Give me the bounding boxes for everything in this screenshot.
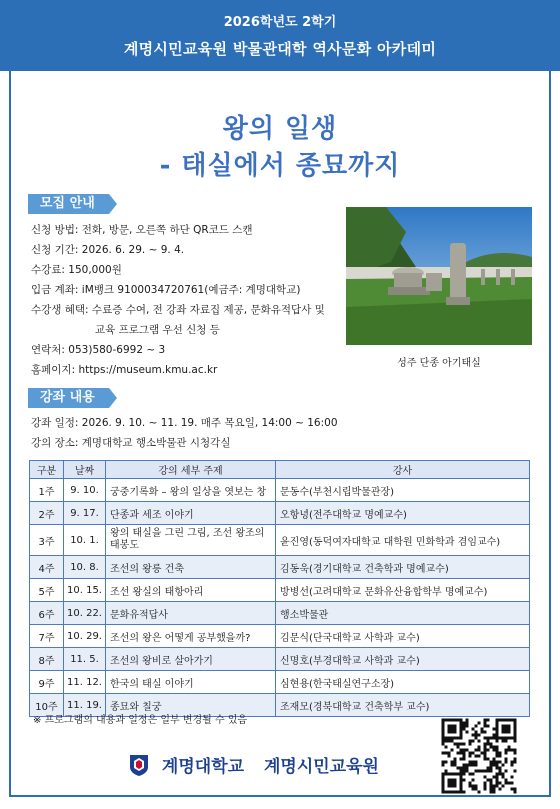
week-cell: 2주 — [30, 502, 64, 525]
main-subtitle: - 태실에서 종묘까지 — [159, 151, 401, 181]
lecturer-cell: 방병선(고려대학교 문화유산융합학부 명예교수) — [276, 579, 530, 602]
topic-cell: 왕의 태실을 그린 그림, 조선 왕조의 태봉도 — [106, 525, 276, 556]
taesil-photo — [346, 207, 532, 345]
schedule-change-note: ※ 프로그램의 내용과 일정은 일부 변경될 수 있음 — [33, 715, 248, 726]
homepage-link[interactable]: 홈페이지: https://museum.kmu.ac.kr — [31, 364, 218, 376]
contact: 연락처: 053)580-6992 ~ 3 — [31, 344, 166, 356]
apply-period: 신청 기간: 2026. 6. 29. ~ 9. 4. — [31, 244, 185, 256]
topic-cell: 문화유적답사 — [106, 602, 276, 625]
semester-label: 2026학년도 2학기 — [223, 15, 337, 30]
table-row — [30, 671, 530, 694]
lecture-info — [31, 413, 338, 453]
lecturer-cell: 오항녕(전주대학교 명예교수) — [276, 502, 530, 525]
week-cell: 1주 — [30, 479, 64, 502]
col-header-topic: 강의 세부 주제 — [106, 461, 276, 479]
benefits: 수강생 혜택: 수료증 수여, 전 강좌 자료집 제공, 문화유적답사 및 — [31, 304, 325, 316]
date-cell: 9. 17. — [64, 502, 106, 525]
lecture-badge: 강좌 내용 — [28, 388, 109, 408]
header-banner — [0, 0, 560, 71]
apply-method: 신청 방법: 전화, 방문, 오른쪽 하단 QR코드 스캔 — [31, 224, 253, 236]
university-emblem-icon — [128, 753, 150, 777]
week-cell: 8주 — [30, 648, 64, 671]
week-cell: 3주 — [30, 525, 64, 556]
lecture-venue: 강의 장소: 계명대학교 행소박물관 시청각실 — [31, 437, 231, 449]
recruit-badge: 모집 안내 — [28, 194, 109, 214]
photo-caption: 성주 단종 아기태실 — [397, 358, 481, 369]
week-cell: 9주 — [30, 671, 64, 694]
table-row — [30, 648, 530, 671]
recruit-info — [31, 220, 325, 380]
lecture-schedule: 강좌 일정: 2026. 9. 10. ~ 11. 19. 매주 목요일, 14:00 ~ 16:00 — [31, 417, 338, 429]
date-cell: 10. 1. — [64, 525, 106, 556]
lecturer-cell: 행소박물관 — [276, 602, 530, 625]
table-row — [30, 525, 530, 556]
institute-name: 계명시민교육원 — [263, 757, 379, 777]
col-header-lecturer: 강사 — [276, 461, 530, 479]
tuition-fee: 수강료: 150,000원 — [31, 264, 122, 276]
university-name: 계명대학교 — [161, 757, 245, 777]
date-cell: 11. 19. — [64, 694, 106, 717]
topic-cell: 한국의 태실 이야기 — [106, 671, 276, 694]
table-row — [30, 625, 530, 648]
date-cell: 10. 15. — [64, 579, 106, 602]
table-header-row — [30, 461, 530, 479]
bank-account: 입금 계좌: iM뱅크 9100034720761(예금주: 계명대학교) — [31, 284, 301, 296]
table-row — [30, 579, 530, 602]
topic-cell: 조선의 왕비로 살아가기 — [106, 648, 276, 671]
lecturer-cell: 김문식(단국대학교 사학과 교수) — [276, 625, 530, 648]
program-name: 계명시민교육원 박물관대학 역사문화 아카데미 — [123, 40, 437, 58]
topic-cell: 조선 왕실의 태항아리 — [106, 579, 276, 602]
week-cell: 10주 — [30, 694, 64, 717]
topic-cell: 궁중기록화 – 왕의 일상을 엿보는 창 — [106, 479, 276, 502]
topic-cell: 조선의 왕은 어떻게 공부했을까? — [106, 625, 276, 648]
topic-cell: 종묘와 칠궁 — [106, 694, 276, 717]
lecturer-cell: 문동수(부천시립박물관장) — [276, 479, 530, 502]
lecturer-cell: 조재모(경북대학교 건축학부 교수) — [276, 694, 530, 717]
col-header-week: 구분 — [30, 461, 64, 479]
date-cell: 10. 29. — [64, 625, 106, 648]
lecturer-cell: 윤진영(동덕여자대학교 대학원 민화학과 겸임교수) — [276, 525, 530, 556]
col-header-date: 날짜 — [64, 461, 106, 479]
date-cell: 11. 12. — [64, 671, 106, 694]
table-row — [30, 602, 530, 625]
week-cell: 5주 — [30, 579, 64, 602]
topic-cell: 단종과 세조 이야기 — [106, 502, 276, 525]
benefits-continued: 교육 프로그램 우선 신청 등 — [95, 324, 220, 336]
date-cell: 9. 10. — [64, 479, 106, 502]
topic-cell: 조선의 왕릉 건축 — [106, 556, 276, 579]
date-cell: 10. 22. — [64, 602, 106, 625]
table-row — [30, 556, 530, 579]
lecturer-cell: 심현용(한국태실연구소장) — [276, 671, 530, 694]
table-row — [30, 502, 530, 525]
lecture-table — [29, 460, 530, 717]
date-cell: 11. 5. — [64, 648, 106, 671]
week-cell: 6주 — [30, 602, 64, 625]
lecturer-cell: 김동욱(경기대학교 건축학과 명예교수) — [276, 556, 530, 579]
main-title: 왕의 일생 — [222, 114, 338, 144]
table-row — [30, 479, 530, 502]
week-cell: 4주 — [30, 556, 64, 579]
week-cell: 7주 — [30, 625, 64, 648]
lecturer-cell: 신명호(부경대학교 사학과 교수) — [276, 648, 530, 671]
footer-logos — [128, 752, 379, 777]
date-cell: 10. 8. — [64, 556, 106, 579]
qr-code-icon[interactable] — [440, 717, 518, 795]
